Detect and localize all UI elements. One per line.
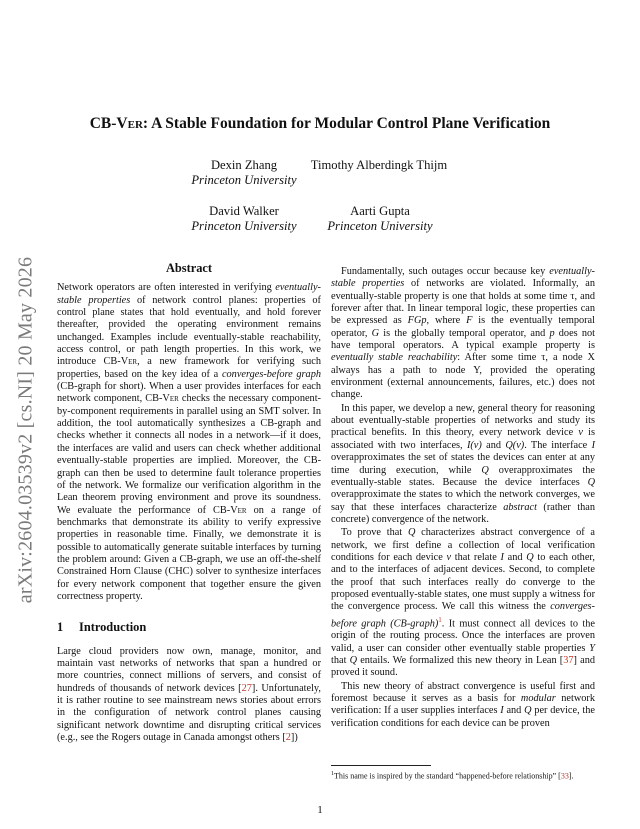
left-column bbox=[57, 262, 321, 744]
author-dexin: Dexin Zhang Princeton University bbox=[191, 158, 297, 187]
footnote-divider bbox=[331, 765, 431, 766]
author-david: David Walker Princeton University bbox=[191, 204, 297, 233]
body-paragraph: This new theory of abstract convergence is useful first and foremost because it serves as a basis for modular network verification: If a user supplies interfaces I and Q per device, the verification conditions for each device can be proven bbox=[331, 680, 595, 729]
citation-link[interactable]: 33 bbox=[560, 771, 569, 781]
page-number: 1 bbox=[317, 804, 323, 816]
author-timothy: Timothy Alberdingk Thijm bbox=[310, 158, 448, 172]
abstract-body: Network operators are often interested in verifying eventually-stable properties of network control planes: properties of control plane states that hold eventually, and hold forever thereafter, provided the operating environment remains unchanged. Examples include eventually-stable reachability, access control, or path length properties. In this work, we introduce CB-Ver, a new framework for verifying such properties, based on the key idea of a converges-before graph (CB-graph for short). When a user provides interfaces for each network component, CB-Ver checks the necessary component-by-component requirements in parallel using an SMT solver. In addition, the tool automatically synthesizes a CB-graph and checks whether it connects all nodes in a network—if it does, the interfaces are valid and users can check whether additional eventually-stable properties are implied. Moreover, the CB-graph can then be used to determine fault tolerance properties of the network. We formalize our verification algorithm in the Lean theorem proving environment and prove its soundness. We evaluate the performance of CB-Ver on a range of benchmarks that demonstrate its ability to verify expressive properties in reasonable time. Finally, we demonstrate it is possible to automatically generate suitable interfaces by turning the problem around: Given a CB-graph, we use an off-the-shelf Constrained Horn Clause (CHC) solver to synthesize interfaces for every network component that together ensure the given correctness property. bbox=[57, 282, 322, 602]
footnote: $^1$This name is inspired by the standard “happened-before relationship” [33]. bbox=[331, 771, 574, 781]
abstract-heading: Abstract bbox=[165, 261, 213, 275]
section-heading-introduction: 1 Introduction bbox=[57, 620, 147, 635]
right-column bbox=[331, 266, 595, 730]
citation-link[interactable]: 27 bbox=[241, 682, 252, 694]
citation-link[interactable]: 37 bbox=[563, 655, 574, 667]
arxiv-stamp-text: arXiv:2604.03539v2 [cs.NI] 20 May 2026 bbox=[14, 256, 37, 604]
footnote-mark[interactable]: 1 bbox=[438, 615, 442, 624]
citation-link[interactable]: 2 bbox=[285, 732, 291, 744]
body-paragraph: To prove that Q characterizes abstract convergence of a network, we first define a collection of local verification conditions for each device v that relate I and Q to each other, and to the interfaces of adjacent devices. Second, to complete the proof that such interfaces really do converge to the proposed eventually-stable states, one must supply a witness for the convergence process. We call this witness the converges-before graph (CB-graph)$^1$. It must connect all devices to the origin of the routing process. Once the interfaces are proven valid, a user can consider other eventually stable properties Y that Q entails. We formalized this new theory in Lean [37] and proved it sound. bbox=[331, 527, 595, 679]
body-paragraph: Fundamentally, such outages occur because key eventually-stable properties of networks are violated. Informally, an eventually-stable property is one that holds at some time τ, and forever after that. In linear temporal logic, these properties can be expressed as FGp, where F is the eventually temporal operator, G is the globally temporal operator, and p does not have temporal operators. A typical example property is eventually stable reachability: After some time τ, a node X always has a path to node Y, provided the operating environment (external announcements, failures, etc.) does not change. bbox=[331, 266, 595, 401]
paper-title: CB-Ver: A Stable Foundation for Modular Control Plane Verification bbox=[89, 115, 551, 132]
arxiv-stamp bbox=[14, 230, 38, 630]
body-paragraph: In this paper, we develop a new, general theory for reasoning about eventually-stable properties of networks and study its practical benefits. In this theory, every network device v is associated with two interfaces, I(v) and Q(v). The interface I overapproximates the set of states the devices can enter at any time during execution, while Q overapproximates the eventually-stable states. Because the device interfaces Q overapproximate the states to which the network converges, we say that these interfaces characterize abstract (rather than concrete) convergence of the network. bbox=[331, 402, 596, 525]
intro-paragraph: Large cloud providers now own, manage, monitor, and maintain vast networks of networks that span a hundred or more countries, connect millions of servers, and consist of hundreds of thousands of network devices [27]. Unfortunately, it is rather routine to see mainstream news stories about errors in the configuration of network control planes causing significant network downtime and disrupting critical services (e.g., see the Rogers outage in Canada amongst others [2]) bbox=[57, 645, 321, 744]
author-aarti: Aarti Gupta Princeton University bbox=[327, 204, 433, 233]
